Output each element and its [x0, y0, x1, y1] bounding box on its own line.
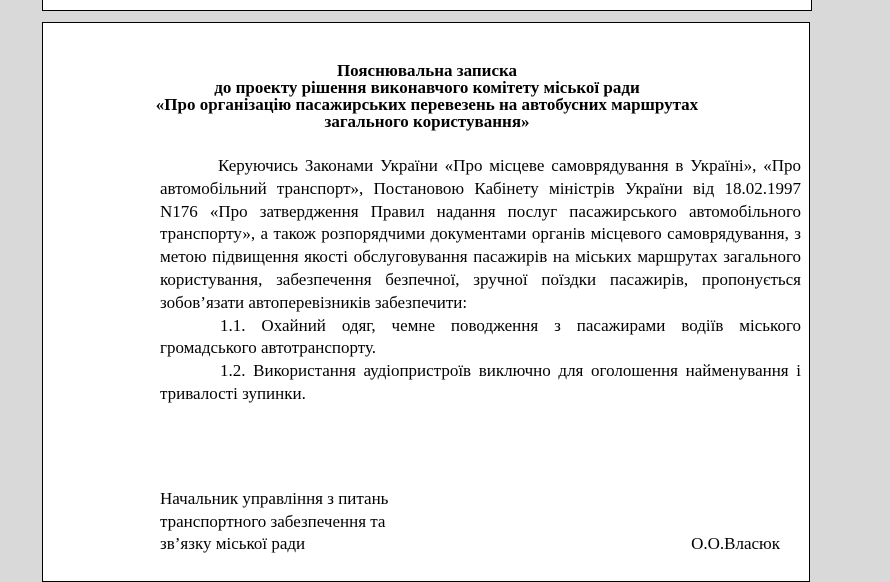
title-line-4: загального користування» [324, 112, 530, 131]
previous-page-edge [42, 0, 812, 11]
signatory-name: О.О.Власюк [691, 534, 780, 553]
list-item-1-1: 1.1. Охайний одяг, чемне поводження з пасажирами водіїв міського громадського автотранспорту. [160, 315, 801, 358]
title-line-3: «Про організацію пасажирських перевезень на автобусних маршрутах [155, 95, 699, 114]
signature-position-line-2: транспортного забезпечення та [160, 511, 386, 531]
list-item-1-2: 1.2. Використання аудіопристроїв виключно для оголошення найменування і тривалості зупинки. [160, 361, 801, 403]
signature-block [160, 488, 780, 556]
signature-position-line-3: зв’язку міської ради [160, 534, 306, 553]
intro-paragraph: Керуючись Законами України «Про місцеве самоврядування в Україні», «Про автомобільний транспорт», Постановою Кабінету міністрів України від 18.02.1997 N176 «Про затвердження Правил надання послуг пасажирського автомобільного транспорту», а також розпорядчими документами органів місцевого самоврядування, з метою підвищення якості обслуговування пасажирів на міських маршрутах загального користування, забезпечення безпечної, зручної поїздки пасажирів, пропонується зобов’язати автоперевізників забезпечити: [160, 156, 801, 312]
title-line-1: Пояснювальна записка [336, 61, 518, 80]
title-line-2: до проекту рішення виконавчого комітету міської ради [214, 78, 640, 97]
signature-position-line-1: Начальник управління з питань [160, 489, 389, 508]
document-body [160, 155, 801, 406]
document-title [43, 62, 811, 130]
document-page [42, 22, 810, 582]
